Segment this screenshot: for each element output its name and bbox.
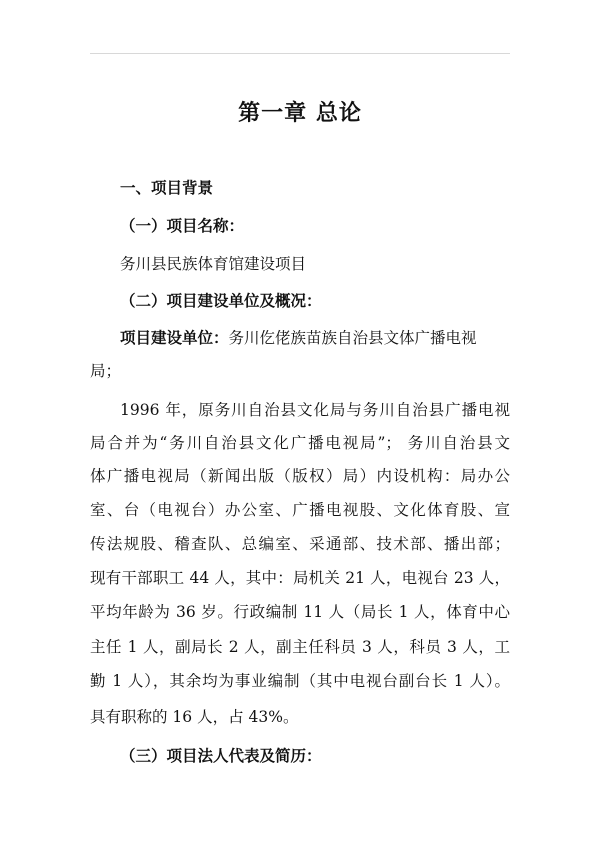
paragraph-line: 体广播电视局（新闻出版（版权）局）内设机构：局办公 [90,467,510,485]
unit-label: 项目建设单位： [120,329,229,347]
paragraph-line: 1996 年，原务川自治县文化局与务川自治县广播电视 [120,401,510,419]
section-heading-background: 一、项目背景 [120,179,214,197]
unit-value-continuation: 局； [90,362,122,380]
paragraph-line: 现有干部职工 44 人，其中：局机关 21 人，电视台 23 人， [90,569,510,587]
paragraph-line: 传法规股、稽查队、总编室、采通部、技术部、播出部； [90,535,510,553]
paragraph-line: 室、台（电视台）办公室、广播电视股、文化体育股、宣 [90,501,510,519]
paragraph-line: 勤 1 人），其余均为事业编制（其中电视台副台长 1 人）。 [90,672,510,690]
header-divider [90,53,510,54]
subsection-heading-project-name: （一）项目名称： [120,217,245,235]
paragraph-line: 局合并为“务川自治县文化广播电视局”； 务川自治县文 [90,434,510,452]
unit-value: 务川仡佬族苗族自治县文体广播电视 [228,329,477,347]
subsection-heading-legal-rep: （三）项目法人代表及简历： [120,747,322,765]
chapter-title: 第一章 总论 [238,101,362,126]
project-name-text: 务川县民族体育馆建设项目 [120,255,307,273]
unit-line [120,328,477,348]
subsection-heading-unit: （二）项目建设单位及概况： [120,292,322,310]
paragraph-line: 平均年龄为 36 岁。行政编制 11 人（局长 1 人，体育中心 [90,603,510,621]
paragraph-line: 具有职称的 16 人，占 43%。 [90,708,299,726]
paragraph-line: 主任 1 人，副局长 2 人，副主任科员 3 人，科员 3 人，工 [90,638,510,656]
